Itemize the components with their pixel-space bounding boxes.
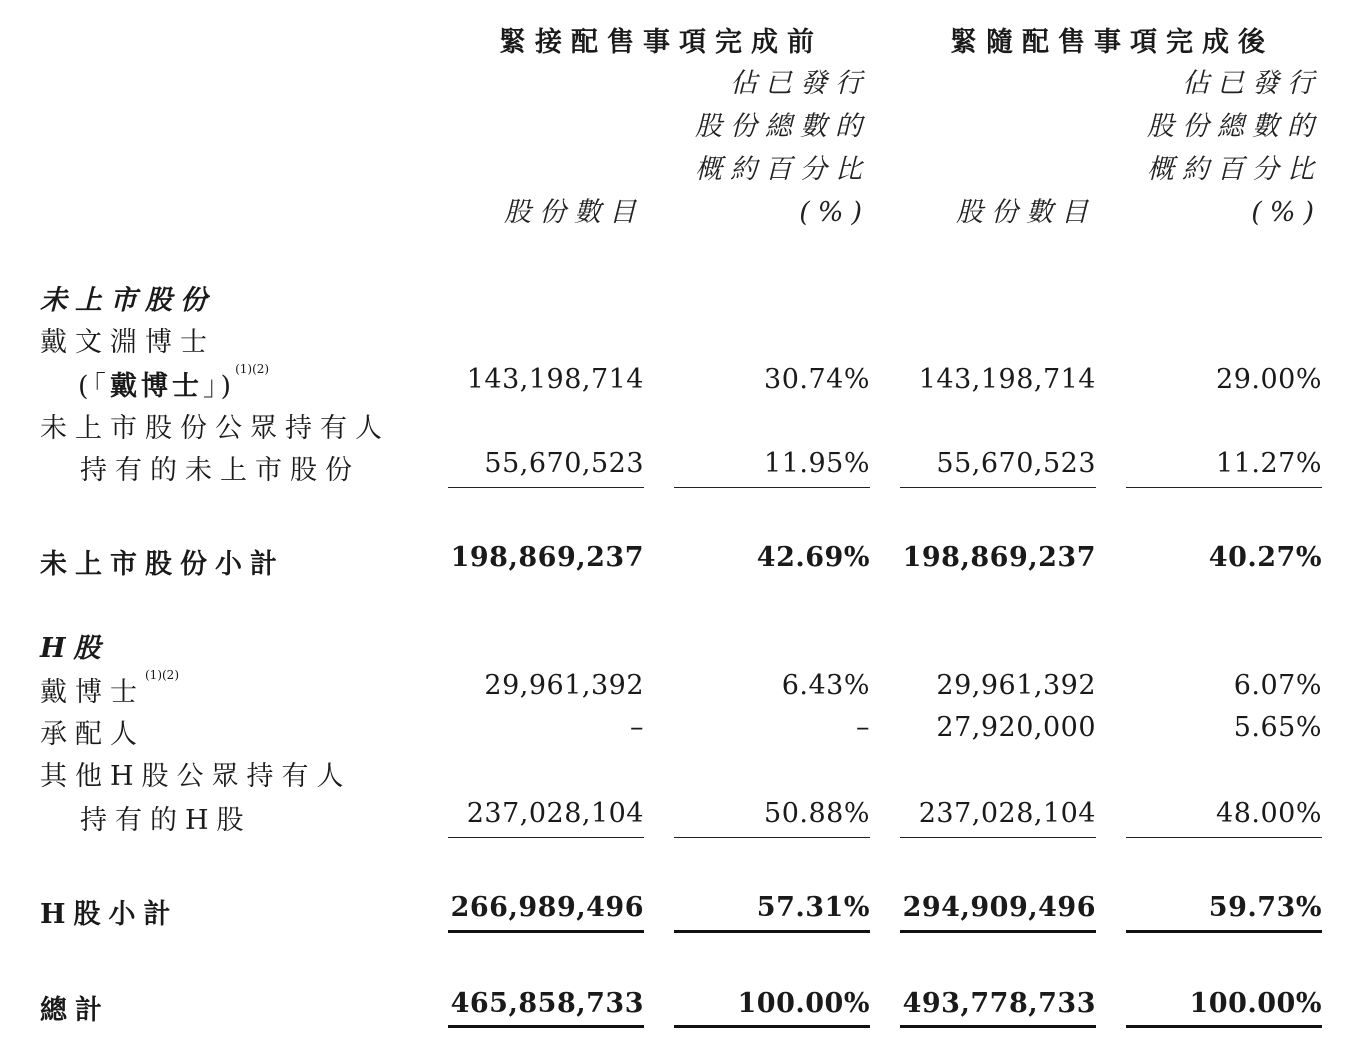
rule-total — [1126, 1025, 1322, 1028]
row-label-dr-dai-alias: (「戴博士」)$^{(1)(2)}$ — [78, 362, 270, 402]
rule-divider — [900, 487, 1096, 488]
cell-shares-after: 29,961,392 — [936, 670, 1096, 701]
rule-total — [448, 1025, 644, 1028]
footnote-ref: (1)(2) — [145, 668, 179, 682]
rule-subtotal — [674, 930, 870, 933]
cell-pct-before: 30.74% — [764, 364, 870, 395]
rule-divider — [448, 837, 644, 838]
header-pct-before: 佔已發行 股份總數的 概約百分比 (%) — [695, 68, 870, 228]
rule-divider — [1126, 837, 1322, 838]
row-label-dr-dai-unlisted: 戴文淵博士 — [40, 327, 215, 358]
rule-divider — [674, 487, 870, 488]
row-label-unlisted-public-cont: 持有的未上市股份 — [80, 455, 360, 486]
row-label-h-subtotal: H股小計 — [40, 899, 179, 930]
cell-shares-after: 237,028,104 — [918, 798, 1096, 829]
header-pct-after: 佔已發行 股份總數的 概約百分比 (%) — [1147, 68, 1322, 228]
section-title-unlisted: 未上市股份 — [40, 285, 215, 316]
cell-shares-before: 143,198,714 — [466, 364, 644, 395]
cell-shares-after: 294,909,496 — [902, 892, 1096, 923]
rule-subtotal — [448, 930, 644, 933]
header-after-placing: 緊隨配售事項完成後 — [950, 27, 1274, 58]
row-label-unlisted-public: 未上市股份公眾持有人 — [40, 413, 390, 444]
cell-shares-before: 198,869,237 — [450, 542, 644, 573]
cell-shares-before: 29,961,392 — [484, 670, 644, 701]
row-label-h-public: 其他H股公眾持有人 — [40, 761, 352, 792]
row-label-total: 總計 — [40, 995, 110, 1026]
header-shares-before: 股份數目 — [504, 197, 644, 228]
cell-pct-after: 59.73% — [1208, 892, 1322, 923]
cell-pct-after: 11.27% — [1216, 448, 1322, 479]
cell-shares-after: 27,920,000 — [936, 712, 1096, 743]
rule-divider — [674, 837, 870, 838]
cell-pct-before: 42.69% — [756, 542, 870, 573]
cell-shares-before: – — [630, 712, 644, 743]
cell-shares-after: 143,198,714 — [918, 364, 1096, 395]
cell-pct-after: 48.00% — [1216, 798, 1322, 829]
row-label-h-public-cont: 持有的H股 — [80, 805, 252, 836]
cell-pct-before: 57.31% — [756, 892, 870, 923]
cell-shares-after: 493,778,733 — [902, 988, 1096, 1019]
cell-pct-before: 6.43% — [781, 670, 870, 701]
cell-pct-after: 40.27% — [1208, 542, 1322, 573]
cell-pct-before: 11.95% — [764, 448, 870, 479]
cell-pct-before: 100.00% — [737, 988, 870, 1019]
row-label-placee: 承配人 — [40, 719, 145, 750]
header-before-placing: 緊接配售事項完成前 — [499, 27, 823, 58]
footnote-ref: (1)(2) — [235, 362, 270, 376]
cell-shares-before: 237,028,104 — [466, 798, 644, 829]
cell-pct-after: 6.07% — [1233, 670, 1322, 701]
header-shares-after: 股份數目 — [956, 197, 1096, 228]
rule-subtotal — [1126, 930, 1322, 933]
rule-divider — [448, 487, 644, 488]
cell-shares-after: 55,670,523 — [936, 448, 1096, 479]
rule-total — [674, 1025, 870, 1028]
cell-pct-before: 50.88% — [764, 798, 870, 829]
row-label-unlisted-subtotal: 未上市股份小計 — [40, 549, 285, 580]
rule-total — [900, 1025, 1096, 1028]
cell-pct-after: 29.00% — [1216, 364, 1322, 395]
row-label-dr-dai-h: 戴博士$^{(1)(2)}$ — [40, 668, 179, 708]
cell-shares-before: 55,670,523 — [484, 448, 644, 479]
cell-pct-after: 100.00% — [1189, 988, 1322, 1019]
cell-pct-after: 5.65% — [1233, 712, 1322, 743]
cell-shares-after: 198,869,237 — [902, 542, 1096, 573]
cell-pct-before: – — [856, 712, 870, 743]
rule-subtotal — [900, 930, 1096, 933]
rule-divider — [1126, 487, 1322, 488]
rule-divider — [900, 837, 1096, 838]
cell-shares-before: 266,989,496 — [450, 892, 644, 923]
cell-shares-before: 465,858,733 — [450, 988, 644, 1019]
section-title-h-shares: H股 — [40, 633, 109, 664]
